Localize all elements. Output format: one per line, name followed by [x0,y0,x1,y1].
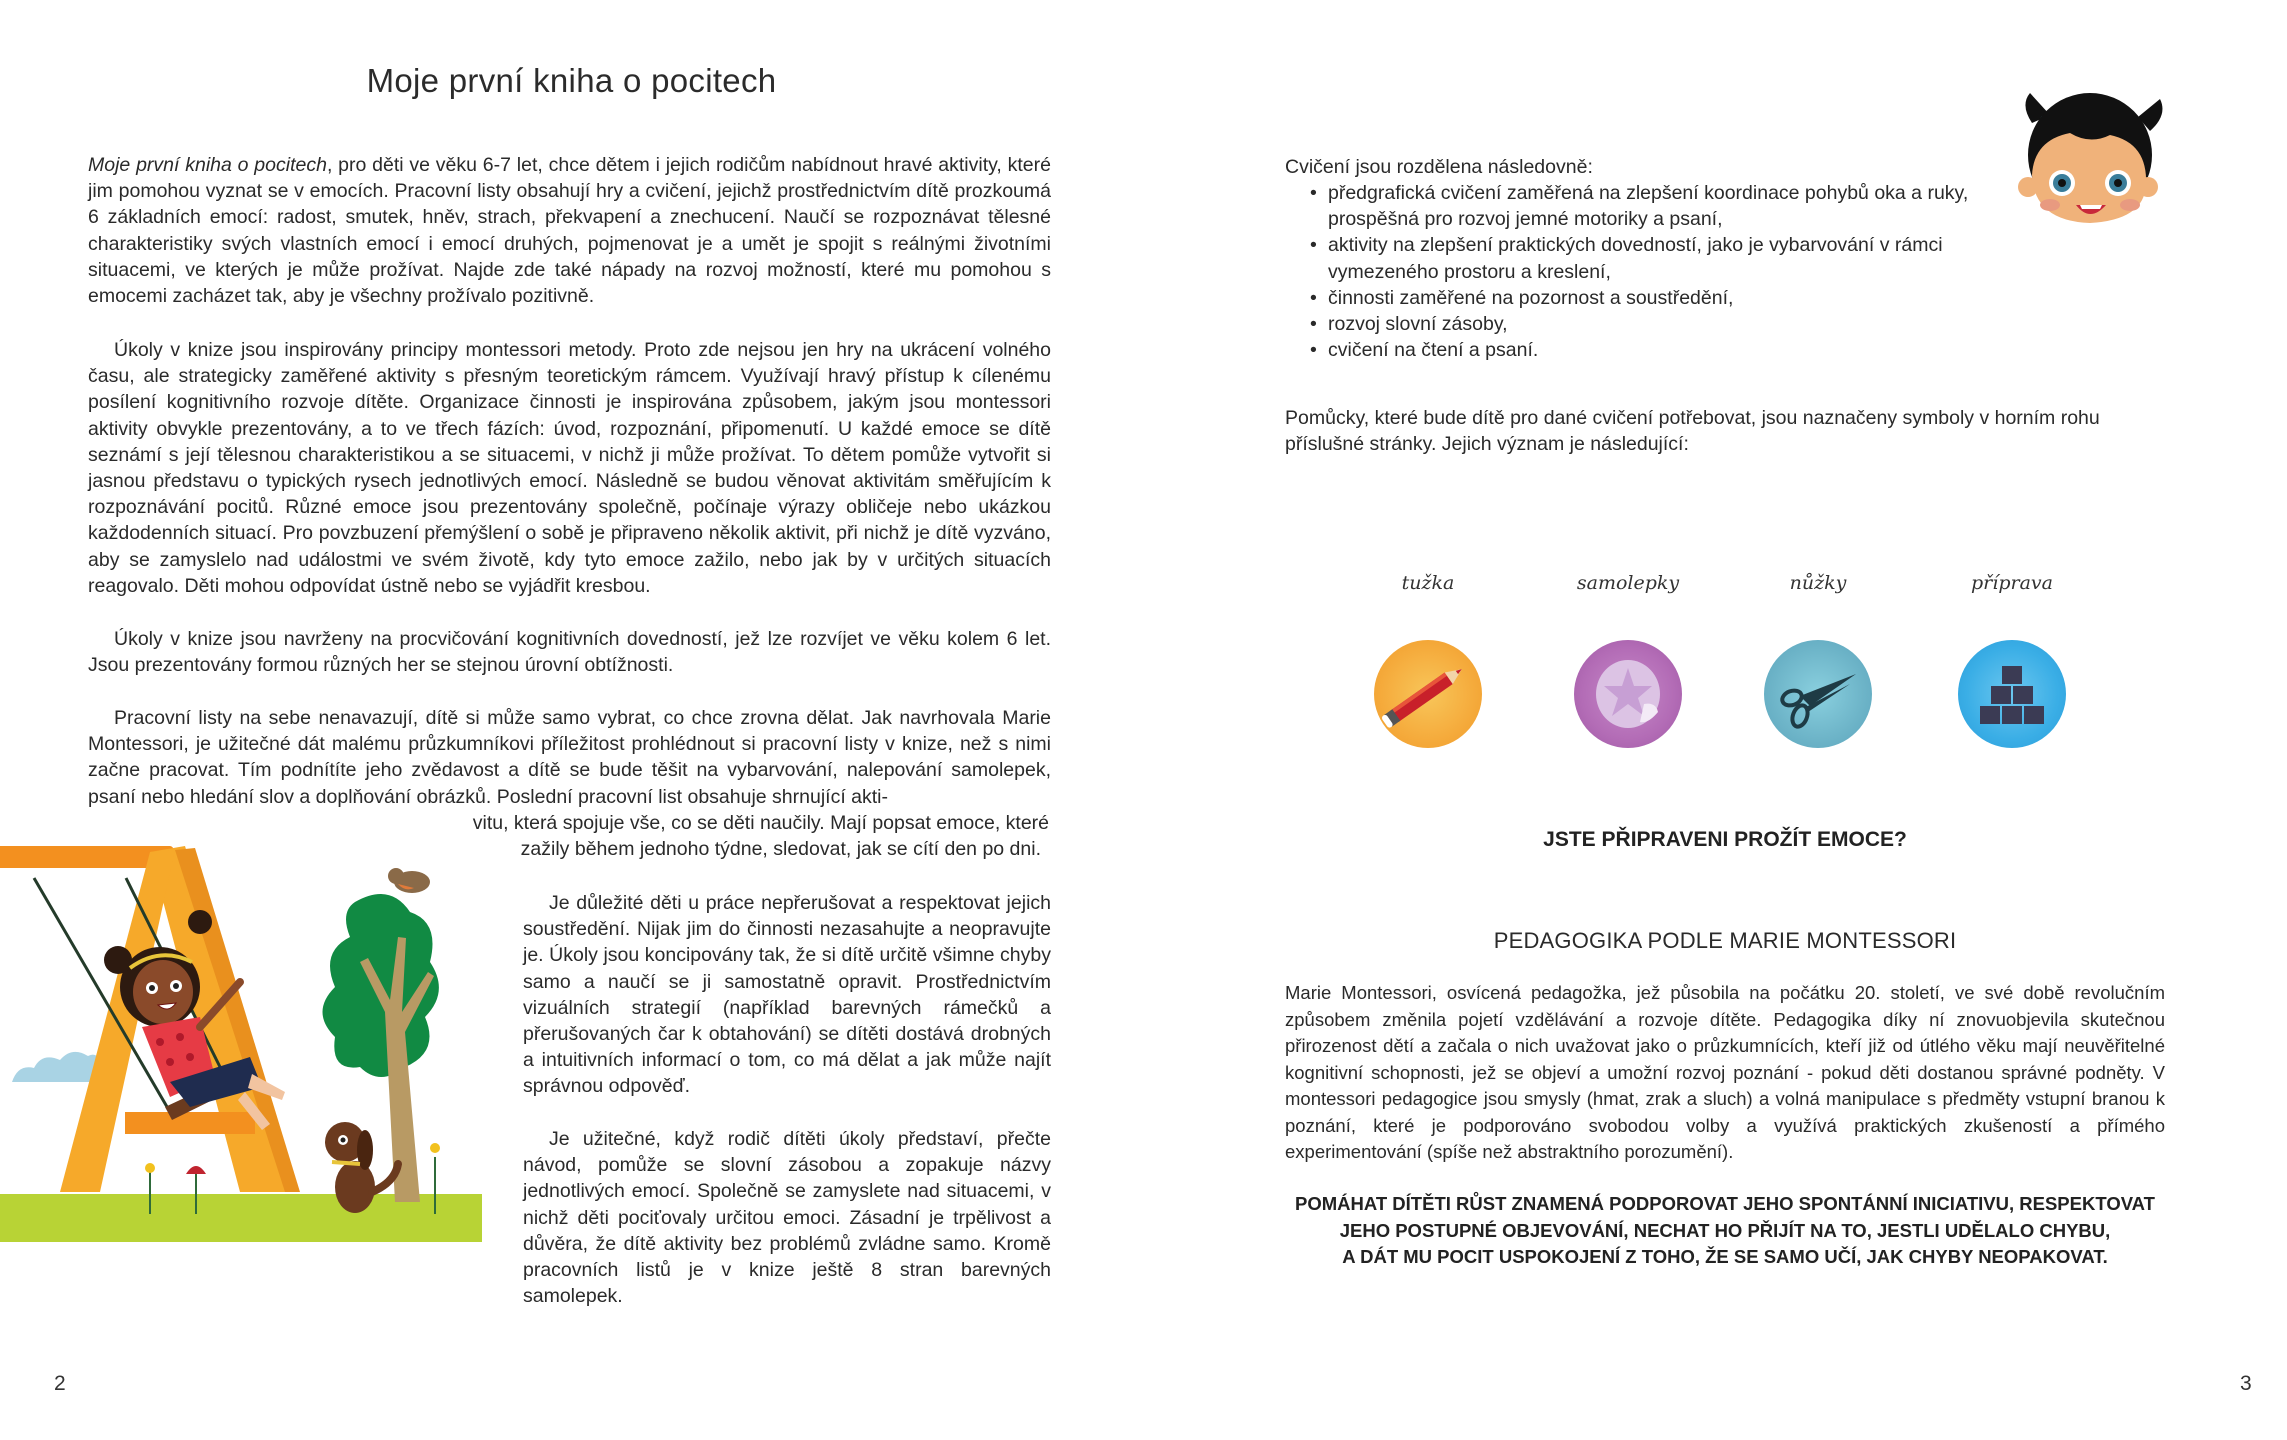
blocks-icon [1958,640,2066,748]
tool-preparation [1932,572,2092,748]
tool-pencil [1348,572,1508,748]
page-number-right: 3 [2240,1372,2252,1395]
list-item: • rozvoj slovní zásoby, [1308,311,2028,337]
tool-label: tužka [1401,572,1455,594]
concentration-paragraph [523,890,1051,1100]
montessori-principles-paragraph [88,337,1051,599]
intro-paragraph [88,152,1051,309]
page-title: Moje první kniha o pocitech [366,62,777,99]
exercises-intro: Cvičení jsou rozdělena následovně: [1285,156,1593,178]
paragraph-tail-line: vitu, která spojuje vše, co se děti naučily. Mají popsat emoce, které [472,812,1049,834]
list-item: • cvičení na čtení a psaní. [1308,337,2028,363]
playground-illustration [0,842,490,1242]
tool-label: příprava [1971,572,2053,594]
tool-scissors [1738,572,1898,748]
pencil-icon [1374,640,1482,748]
cognitive-skills-paragraph [88,626,1051,678]
paragraph-tail-line: zažily během jednoho týdne, sledovat, jak se cítí den po dni. [520,838,1041,861]
quote-line: POMÁHAT DÍTĚTI RŮST ZNAMENÁ PODPOROVAT JEHO SPONTÁNNÍ INICIATIVU, RESPEKTOVAT [1295,1193,2155,1214]
tool-stickers [1548,572,1708,748]
scissors-icon [1764,640,1872,748]
paragraph-text: Úkoly v knize jsou navrženy na procvičování kognitivních dovedností, jež lze rozvíjet ve věku kolem 6 let. Jsou prezentovány formou různých her se stejnou úrovní obtížnosti. [88,628,1051,677]
girl-face-illustration [2010,75,2180,225]
paragraph-text: Úkoly v knize jsou inspirovány principy montessori metody. Proto zde nejsou jen hry na ukrácení volného času, ale strategicky zaměřené aktivity s přesným teoretickým rámcem. Využívají hravý přístup k cílenému posílení kognitivního rozvoje dítěte. Organizace činnosti je inspirována způsobem, jakým jsou montessori aktivity obvykle prezentovány, a to ve třech fázích: úvod, rozpoznání, připomenutí. U každé emoce se dítě seznámí s její tělesnou charakteristikou a se situacemi, v nichž ji může prožívat. To dětem pomůže vytvořit si jasnou představu o typických rysech jednotlivých emocí. Následně se budou věnovat aktivitám směřujícím k rozpoznávání pocitů. Různé emoce jsou prezentovány společně, počínaje výrazy obličeje nebo ukázkou každodenních situací. Pro povzbuzení přemýšlení o sobě je připraveno několik aktivit, při nichž je dítě vyzváno, aby se zamyslelo nad událostmi ve svém životě, kdy tyto emoce zažilo, nebo jak by v určitých situacích reagovalo. Děti mohou odpovídat ústně nebo se vyjádřit kresbou. [88,339,1051,597]
left-page [0,0,1143,1440]
book-title-italic: Moje první kniha o pocitech [88,154,327,176]
list-item: • činnosti zaměřené na pozornost a soustředění, [1308,285,2028,311]
worksheets-paragraph [88,705,1051,810]
parent-role-paragraph [523,1126,1051,1309]
montessori-heading: PEDAGOGIKA PODLE MARIE MONTESSORI [1493,928,1957,953]
intro-paragraph-text: , pro děti ve věku 6-7 let, chce dětem i jejich rodičům nabídnout hravé aktivity, které jim pomohou vyznat se v emocích. Pracovní listy obsahují hry a cvičení, jejichž prostřednictvím dítě prozkoumá 6 základních emocí: radost, smutek, hněv, strach, překvapení a znechucení. Naučí se rozpoznávat tělesné charakteristiky svých vlastních emocí i emocí druhých, pojmenovat je a umět je spojit s reálnými životními situacemi, ve kterých je může prožívat. Najde zde také nápady na rozvoj možností, které mu pomohou s emocemi zacházet tak, aby je všechny prožívalo pozitivně. [88,154,1051,308]
tools-intro: Pomůcky, které bude dítě pro dané cvičení potřebovat, jsou naznačeny symboly v horním rohu příslušné stránky. Jejich význam je následující: [1285,407,2100,456]
montessori-paragraph: Marie Montessori, osvícená pedagožka, jež působila na počátku 20. století, ve své době revolučním způsobem změnila pojetí vzdělávání a rozvoje dítěte. Pedagogika díky ní znovuobjevila skutečnou přirozenost dětí a začala o nich uvažovat jako o průzkumnících, kteří již od útlého věku mají neuvěřitelné kognitivní schopnosti, jež se objeví a umožní rozvoj poznání - pokud děti dostanou správné podněty. V montessori pedagogice jsou smysly (hmat, zrak a sluch) a volná manipulace s předměty vstupní branou k poznání, které je podporováno svobodou volby a využívá praktických zkušeností a přímého experimentování (spíše než abstraktního porozumění). [1285,982,2165,1162]
paragraph-text: Je užitečné, když rodič dítěti úkoly představí, přečte návod, pomůže se slovní zásobou a zopakuje názvy jednotlivých emocí. Společně se zamyslete nad situacemi, v nichž děti pociťovaly určitou emoci. Zásadní je trpělivost a důvěra, že dítě aktivity bez problémů zvládne samo. Kromě pracovních listů je v knize ještě 8 stran barevných samolepek. [523,1128,1051,1308]
list-item: • předgrafická cvičení zaměřená na zlepšení koordinace pohybů oka a ruky, prospěšná pro rozvoj jemné motoriky a psaní, [1308,180,2028,232]
ready-heading: JSTE PŘIPRAVENI PROŽÍT EMOCE? [1543,828,1907,851]
quote-line: A DÁT MU POCIT USPOKOJENÍ Z TOHO, ŽE SE SAMO UČÍ, JAK CHYBY NEOPAKOVAT. [1342,1246,2108,1267]
quote-line: JEHO POSTUPNÉ OBJEVOVÁNÍ, NECHAT HO PŘIJÍT NA TO, JESTLI UDĚLALO CHYBU, [1339,1219,2111,1241]
page-number-left: 2 [54,1372,66,1395]
paragraph-text: Je důležité děti u práce nepřerušovat a respektovat jejich soustředění. Nijak jim do činnosti nezasahujte a neopravujte je. Úkoly jsou koncipovány tak, že si dítě určitě všimne chyby samo a naučí se ji samostatně opravit. Prostřednictvím vizuálních strategií (například barevných rámečků a přerušovaných čar k obtahování) se dítěti dostává drobných a intuitivních informací o tom, co má dělat a jak může najít správnou odpověď. [523,892,1051,1098]
exercise-list [1308,180,2028,363]
tool-label: nůžky [1789,572,1847,594]
list-item: • aktivity na zlepšení praktických dovedností, jako je vybarvování v rámci vymezeného prostoru a kreslení, [1308,232,2028,284]
paragraph-text: Pracovní listy na sebe nenavazují, dítě si může samo vybrat, co chce zrovna dělat. Jak navrhovala Marie Montessori, je užitečné dát malému průzkumníkovi příležitost prohlédnout si pracovní listy v knize, než s nimi začne pracovat. Tím podnítíte jeho zvědavost a dítě se bude těšit na vybarvování, nalepování samolepek, psaní nebo hledání slov a doplňování obrázků. Poslední pracovní list obsahuje shrnující akti- [88,707,1051,808]
closing-quote [1285,1191,2165,1271]
sticker-icon [1574,640,1682,748]
tool-label: samolepky [1576,572,1680,594]
